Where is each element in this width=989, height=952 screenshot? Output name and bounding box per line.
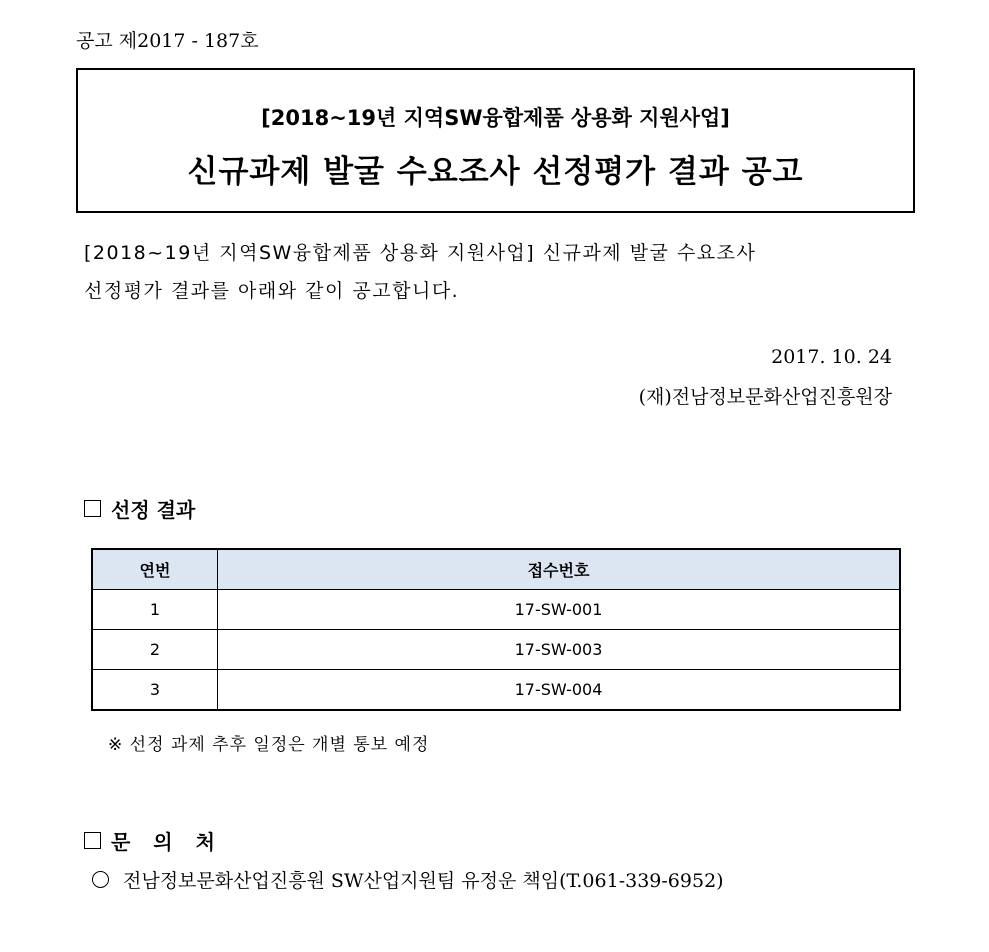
cell-receipt-no: 17-SW-004 (218, 670, 901, 711)
section-contact-heading (84, 826, 223, 855)
body-text (84, 234, 756, 310)
body-line-1: [2018~19년 지역SW융합제품 상용화 지원사업] 신규과제 발굴 수요조사 (84, 242, 757, 264)
results-table (91, 548, 901, 711)
table-header-row (92, 549, 900, 590)
section-results-label: 선정 결과 (111, 498, 196, 522)
title-subtitle: [2018~19년 지역SW융합제품 상용화 지원사업] (261, 106, 730, 130)
cell-seq: 1 (92, 590, 218, 630)
header-seq: 연번 (92, 549, 218, 590)
table-row (92, 590, 900, 630)
notice-number: 공고 제2017 - 187호 (76, 30, 259, 52)
cell-receipt-no: 17-SW-003 (218, 630, 901, 670)
issuer: (재)전남정보문화산업진흥원장 (638, 386, 892, 408)
cell-seq: 2 (92, 630, 218, 670)
schedule-note: ※ 선정 과제 추후 일정은 개별 통보 예정 (108, 735, 430, 755)
section-results-heading (84, 494, 195, 523)
title-main: 신규과제 발굴 수요조사 선정평가 결과 공고 (187, 154, 804, 190)
table-row (92, 670, 900, 711)
contact-line (92, 866, 724, 893)
title-box (76, 68, 915, 213)
header-receipt-no: 접수번호 (218, 549, 901, 590)
square-bullet-icon (84, 832, 101, 849)
circle-bullet-icon (92, 871, 109, 888)
body-line-2: 선정평가 결과를 아래와 같이 공고합니다. (84, 280, 460, 302)
notice-date: 2017. 10. 24 (771, 346, 892, 368)
section-contact-label: 문 의 처 (111, 830, 223, 854)
contact-text: 전남정보문화산업진흥원 SW산업지원팀 유정운 책임(T.061-339-6952) (123, 870, 724, 892)
table-row (92, 630, 900, 670)
square-bullet-icon (84, 500, 101, 517)
cell-seq: 3 (92, 670, 218, 711)
cell-receipt-no: 17-SW-001 (218, 590, 901, 630)
